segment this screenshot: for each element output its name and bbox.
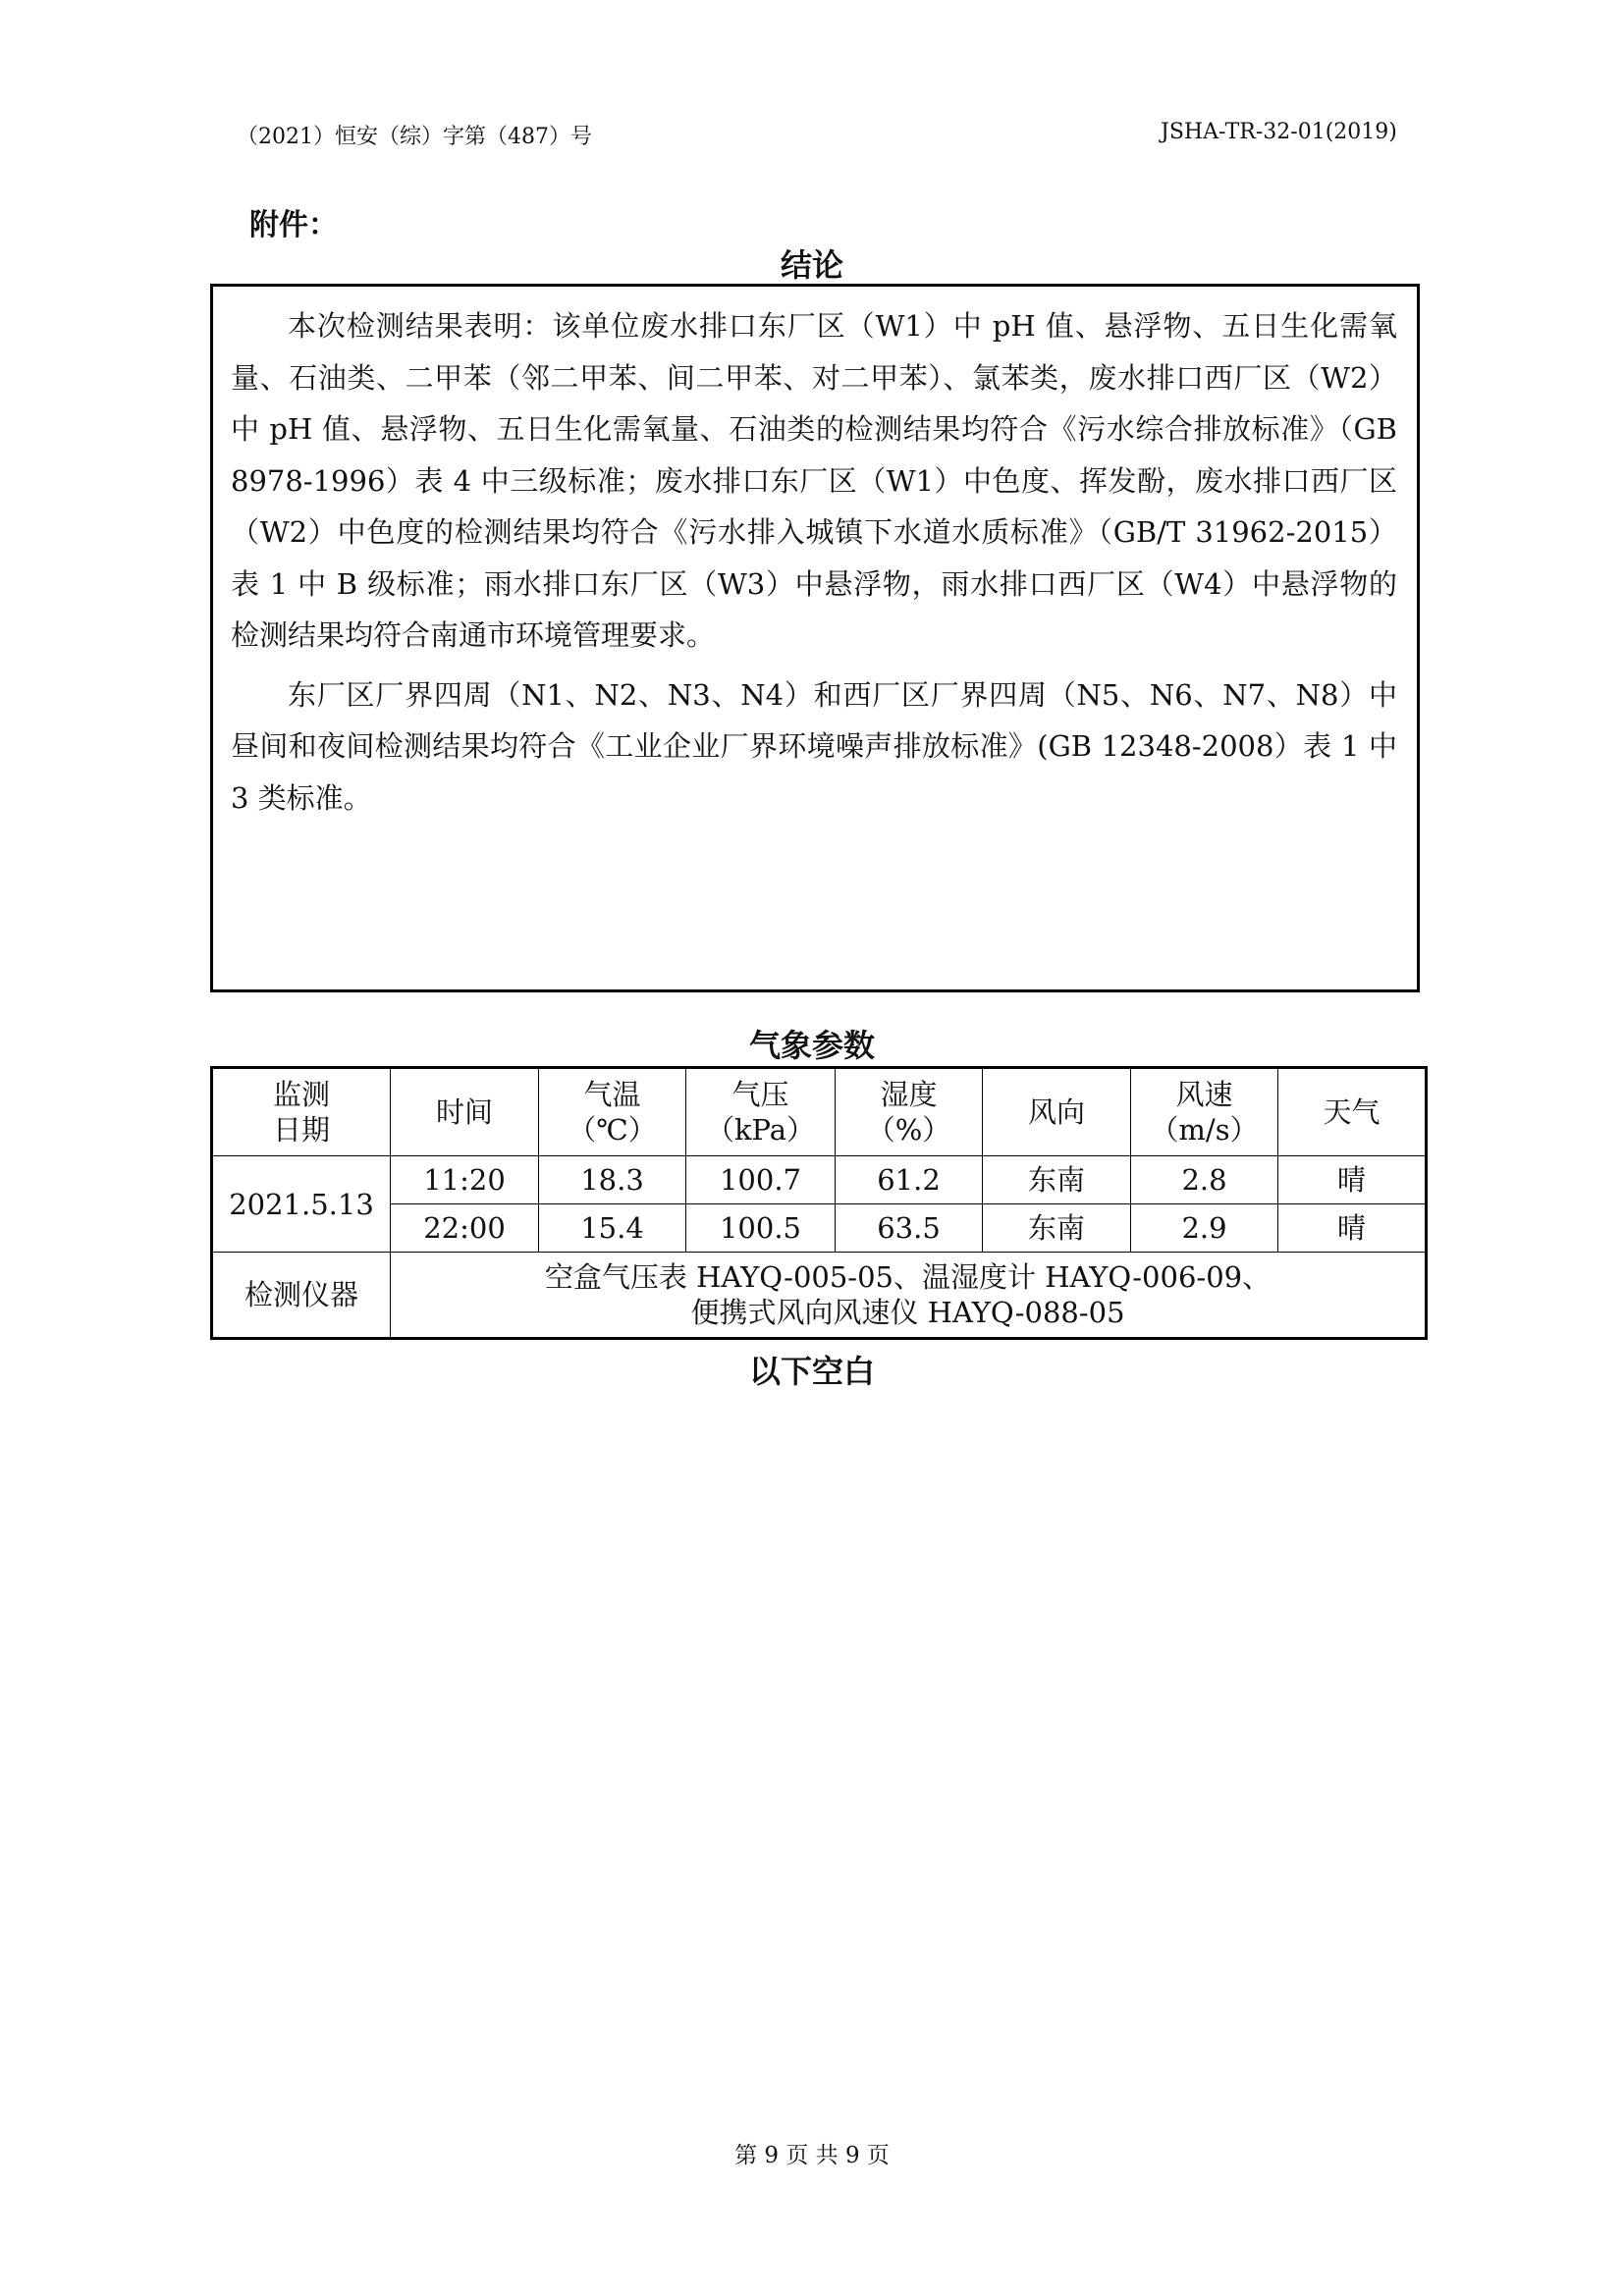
cell-weather: 晴 <box>1278 1204 1427 1253</box>
cell-wind-speed: 2.8 <box>1131 1156 1278 1204</box>
header-temperature: 气温 （℃） <box>539 1068 686 1156</box>
cell-humidity: 63.5 <box>836 1204 983 1253</box>
conclusion-title: 结论 <box>780 246 843 284</box>
header-wind-speed: 风速 （m/s） <box>1131 1068 1278 1156</box>
conclusion-box <box>210 284 1420 992</box>
conclusion-paragraph-water: 本次检测结果表明：该单位废水排口东厂区（W1）中 pH 值、悬浮物、五日生化需氧量、石油类、二甲苯（邻二甲苯、间二甲苯、对二甲苯）、氯苯类，废水排口西厂区（W2）中 pH 值、悬浮物、五日生化需氧量、石油类的检测结果均符合《污水综合排放标准》（GB 8978-1996）表 4 中三级标准；废水排口东厂区（W1）中色度、挥发酚，废水排口西厂区（W2）中色度的检测结果均符合《污水排入城镇下水道水质标准》（GB/T 31962-2015）表 1 中 B 级标准；雨水排口东厂区（W3）中悬浮物，雨水排口西厂区（W4）中悬浮物的检测结果均符合南通市环境管理要求。 <box>231 309 1397 652</box>
attachment-label: 附件： <box>249 208 338 242</box>
instrument-list: 空盒气压表 HAYQ-005-05、温湿度计 HAYQ-006-09、 便携式风向风速仪 HAYQ-088-05 <box>391 1253 1427 1339</box>
header-time: 时间 <box>391 1068 539 1156</box>
instrument-label: 检测仪器 <box>212 1253 391 1339</box>
cell-temperature: 18.3 <box>539 1156 686 1204</box>
header-wind-direction: 风向 <box>983 1068 1131 1156</box>
cell-wind-speed: 2.9 <box>1131 1204 1278 1253</box>
header-weather: 天气 <box>1278 1068 1427 1156</box>
cell-wind-direction: 东南 <box>983 1156 1131 1204</box>
report-number: （2021）恒安（综）字第（487）号 <box>237 125 592 149</box>
instrument-row <box>212 1253 1427 1339</box>
form-code: JSHA-TR-32-01(2019) <box>1161 120 1397 144</box>
cell-pressure: 100.5 <box>686 1204 836 1253</box>
table-row <box>212 1156 1427 1204</box>
weather-table <box>210 1066 1428 1340</box>
header-date: 监测 日期 <box>212 1068 391 1156</box>
cell-time: 11:20 <box>391 1156 539 1204</box>
header-humidity: 湿度 （%） <box>836 1068 983 1156</box>
cell-pressure: 100.7 <box>686 1156 836 1204</box>
weather-header-row <box>212 1068 1427 1156</box>
header-pressure: 气压 （kPa） <box>686 1068 836 1156</box>
cell-time: 22:00 <box>391 1204 539 1253</box>
weather-title: 气象参数 <box>748 1027 875 1064</box>
table-row <box>212 1204 1427 1253</box>
cell-weather: 晴 <box>1278 1156 1427 1204</box>
cell-temperature: 15.4 <box>539 1204 686 1253</box>
cell-humidity: 61.2 <box>836 1156 983 1204</box>
conclusion-paragraph-noise: 东厂区厂界四周（N1、N2、N3、N4）和西厂区厂界四周（N5、N6、N7、N8）中昼间和夜间检测结果均符合《工业企业厂界环境噪声排放标准》(GB 12348-2008）表 1 中 3 类标准。 <box>231 677 1397 815</box>
page-number: 第 9 页 共 9 页 <box>734 2143 890 2168</box>
monitoring-date: 2021.5.13 <box>212 1156 391 1253</box>
cell-wind-direction: 东南 <box>983 1204 1131 1253</box>
end-note: 以下空白 <box>748 1353 875 1390</box>
